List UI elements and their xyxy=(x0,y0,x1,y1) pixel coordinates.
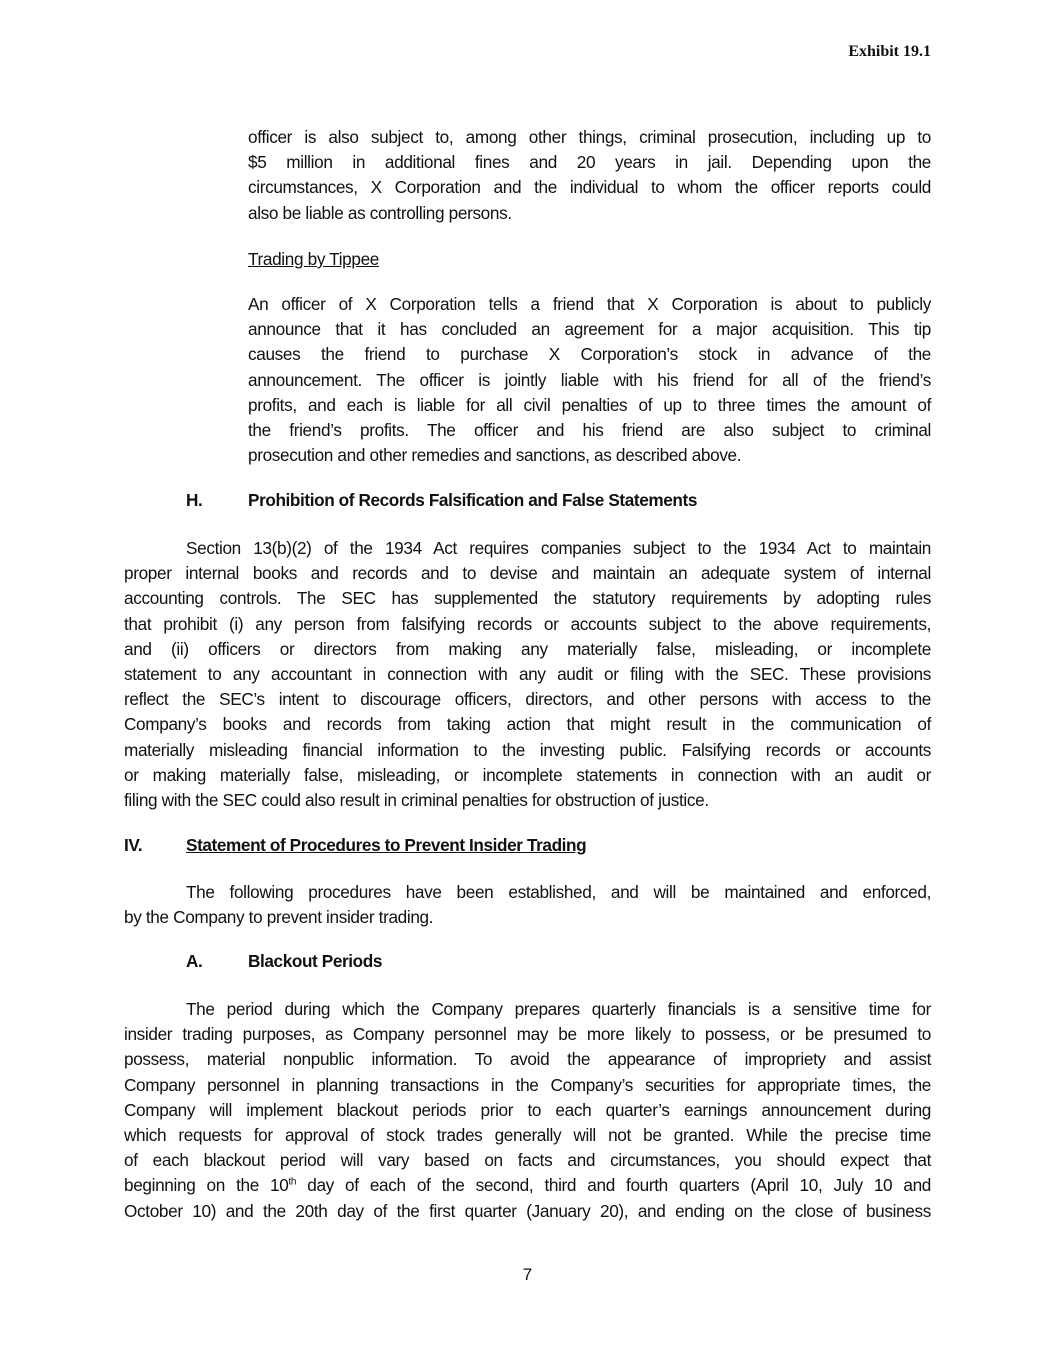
text-line: possess, material nonpublic information. To avoid the appearance of impropriety and assist xyxy=(124,1049,931,1070)
text-line: officer is also subject to, among other things, criminal prosecution, including up to xyxy=(248,127,931,147)
text-fragment: beginning on the 10 xyxy=(124,1175,289,1196)
section-iv-paragraph xyxy=(124,880,931,930)
text-line: of each blackout period will vary based on facts and circumstances, you should expect that xyxy=(124,1150,931,1171)
text-line: Section 13(b)(2) of the 1934 Act requires companies subject to the 1934 Act to maintain xyxy=(186,538,931,558)
text-line: filing with the SEC could also result in criminal penalties for obstruction of justice. xyxy=(124,789,709,810)
text-line: announcement. The officer is jointly liable with his friend for all of the friend’s xyxy=(248,369,931,390)
text-line: proper internal books and records and to devise and maintain an adequate system of internal xyxy=(124,563,931,584)
text-line: prosecution and other remedies and sanctions, as described above. xyxy=(248,445,742,466)
text-line: The following procedures have been established, and will be maintained and enforced, xyxy=(186,882,931,902)
page-number: 7 xyxy=(522,1265,533,1284)
section-a-number: A. xyxy=(186,951,203,971)
text-line: announce that it has concluded an agreement for a major acquisition. This tip xyxy=(248,319,931,340)
section-h-heading xyxy=(186,490,946,515)
section-h-paragraph xyxy=(124,536,931,813)
section-iv-number: IV. xyxy=(124,835,143,855)
text-line: materially misleading financial information to the investing public. Falsifying records or accounts xyxy=(124,739,931,760)
text-line-with-superscript xyxy=(124,1173,931,1198)
section-h-number: H. xyxy=(186,490,203,510)
continuation-paragraph xyxy=(248,125,931,226)
text-line: October 10) and the 20th day of the first quarter (January 20), and ending on the close of business xyxy=(124,1200,931,1221)
text-line: reflect the SEC’s intent to discourage officers, directors, and other persons with access to the xyxy=(124,689,931,710)
text-line: the friend’s profits. The officer and his friend are also subject to criminal xyxy=(248,419,931,440)
text-line: The period during which the Company prepares quarterly financials is a sensitive time for xyxy=(186,999,931,1019)
section-a-heading xyxy=(186,951,946,976)
text-fragment: day of each of the second, third and fourth quarters (April 10, July 10 and xyxy=(296,1175,931,1196)
text-line: which requests for approval of stock trades generally will not be granted. While the precise time xyxy=(124,1124,931,1145)
section-iv-title: Statement of Procedures to Prevent Insider Trading xyxy=(186,835,587,855)
text-line: and (ii) officers or directors from making any materially false, misleading, or incomplete xyxy=(124,638,931,659)
tippee-subheading: Trading by Tippee xyxy=(248,249,379,269)
section-h-title: Prohibition of Records Falsification and False Statements xyxy=(248,490,697,510)
text-line: accounting controls. The SEC has supplemented the statutory requirements by adopting rules xyxy=(124,588,931,609)
text-line: also be liable as controlling persons. xyxy=(248,202,512,223)
section-a-title: Blackout Periods xyxy=(248,951,383,971)
section-iv-heading xyxy=(124,835,944,860)
text-line: profits, and each is liable for all civil penalties of up to three times the amount of xyxy=(248,394,931,415)
text-line: Company’s books and records from taking action that might result in the communication of xyxy=(124,714,931,735)
text-line: statement to any accountant in connection with any audit or filing with the SEC. These provisions xyxy=(124,663,931,684)
text-line: that prohibit (i) any person from falsifying records or accounts subject to the above requirements, xyxy=(124,613,931,634)
text-line: by the Company to prevent insider trading. xyxy=(124,907,434,928)
ordinal-superscript: th xyxy=(288,1176,297,1188)
text-line: Company will implement blackout periods prior to each quarter’s earnings announcement during xyxy=(124,1099,931,1120)
text-line: $5 million in additional fines and 20 years in jail. Depending upon the xyxy=(248,152,931,173)
section-a-paragraph xyxy=(124,997,931,1224)
exhibit-label: Exhibit 19.1 xyxy=(848,43,931,60)
text-line: or making materially false, misleading, or incomplete statements in connection with an audit or xyxy=(124,764,931,785)
text-line: insider trading purposes, as Company personnel may be more likely to possess, or be presumed to xyxy=(124,1024,931,1045)
text-line: An officer of X Corporation tells a friend that X Corporation is about to publicly xyxy=(248,294,931,314)
text-line: circumstances, X Corporation and the individual to whom the officer reports could xyxy=(248,177,931,198)
tippee-subheading-block xyxy=(248,247,931,272)
text-line: causes the friend to purchase X Corporation’s stock in advance of the xyxy=(248,344,931,365)
tippee-paragraph xyxy=(248,292,931,468)
text-line: Company personnel in planning transactions in the Company’s securities for appropriate times, the xyxy=(124,1074,931,1095)
